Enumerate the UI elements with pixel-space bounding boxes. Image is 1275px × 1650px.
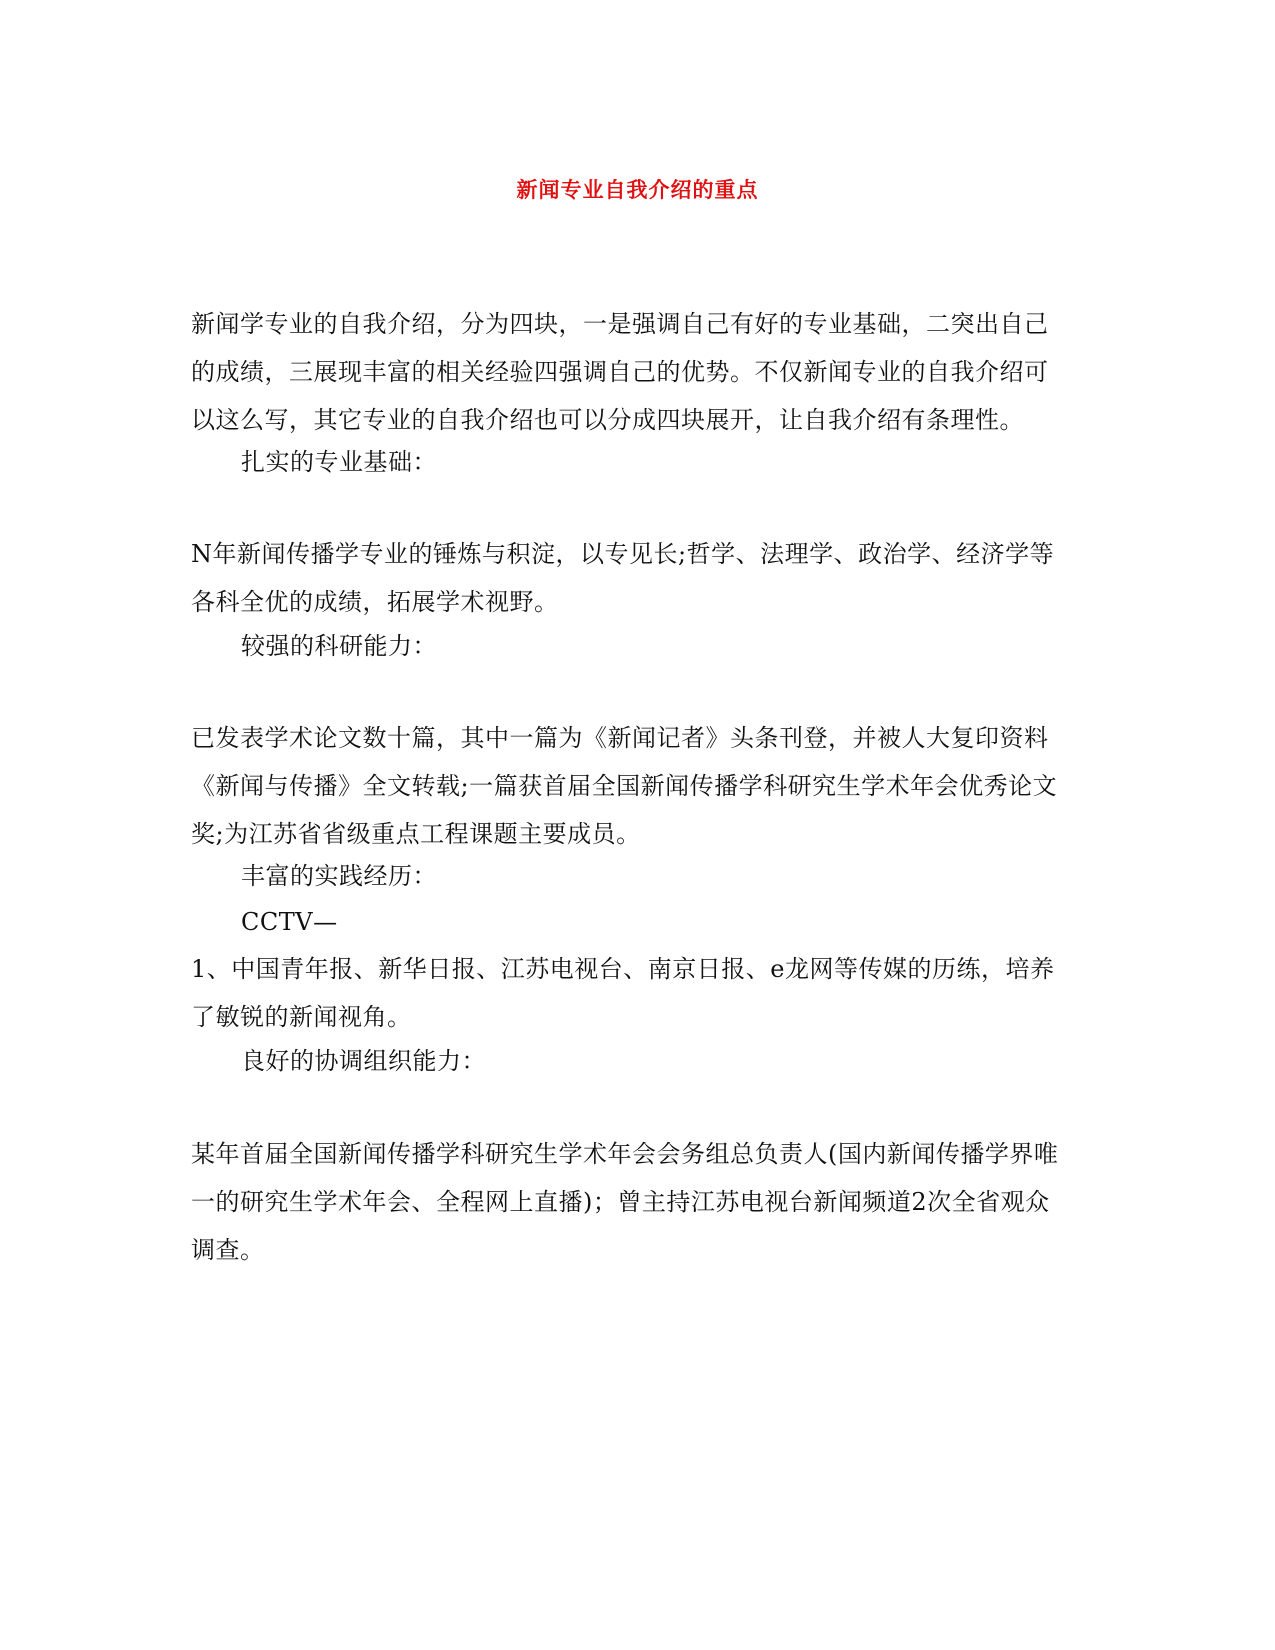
paragraph-professional-foundation: N年新闻传播学专业的锤炼与积淀，以专见长;哲学、法理学、政治学、经济学等各科全优的成绩，拓展学术视野。 [191, 540, 1055, 616]
heading-research-ability: 较强的科研能力： [241, 632, 437, 660]
paragraph-research-ability: 已发表学术论文数十篇，其中一篇为《新闻记者》头条刊登，并被人大复印资料《新闻与传播》全文转载;一篇获首届全国新闻传播学科研究生学术年会优秀论文奖;为江苏省省级重点工程课题主要成员。 [191, 724, 1058, 848]
line-cctv: CCTV— [241, 908, 338, 936]
document-title: 新闻专业自我介绍的重点 [516, 178, 759, 202]
heading-professional-foundation: 扎实的专业基础： [241, 448, 437, 476]
intro-paragraph: 新闻学专业的自我介绍，分为四块，一是强调自己有好的专业基础，二突出自己的成绩，三展现丰富的相关经验四强调自己的优势。不仅新闻专业的自我介绍可以这么写，其它专业的自我介绍也可以分成四块展开，让自我介绍有条理性。 [191, 310, 1049, 434]
paragraph-coordination-ability: 某年首届全国新闻传播学科研究生学术年会会务组总负责人(国内新闻传播学界唯一的研究生学术年会、全程网上直播)；曾主持江苏电视台新闻频道2次全省观众调查。 [191, 1140, 1059, 1264]
heading-coordination-ability: 良好的协调组织能力： [241, 1047, 486, 1075]
heading-practical-experience: 丰富的实践经历： [241, 862, 437, 890]
paragraph-practical-experience: 1、中国青年报、新华日报、江苏电视台、南京日报、e龙网等传媒的历练，培养了敏锐的新闻视角。 [191, 955, 1055, 1031]
